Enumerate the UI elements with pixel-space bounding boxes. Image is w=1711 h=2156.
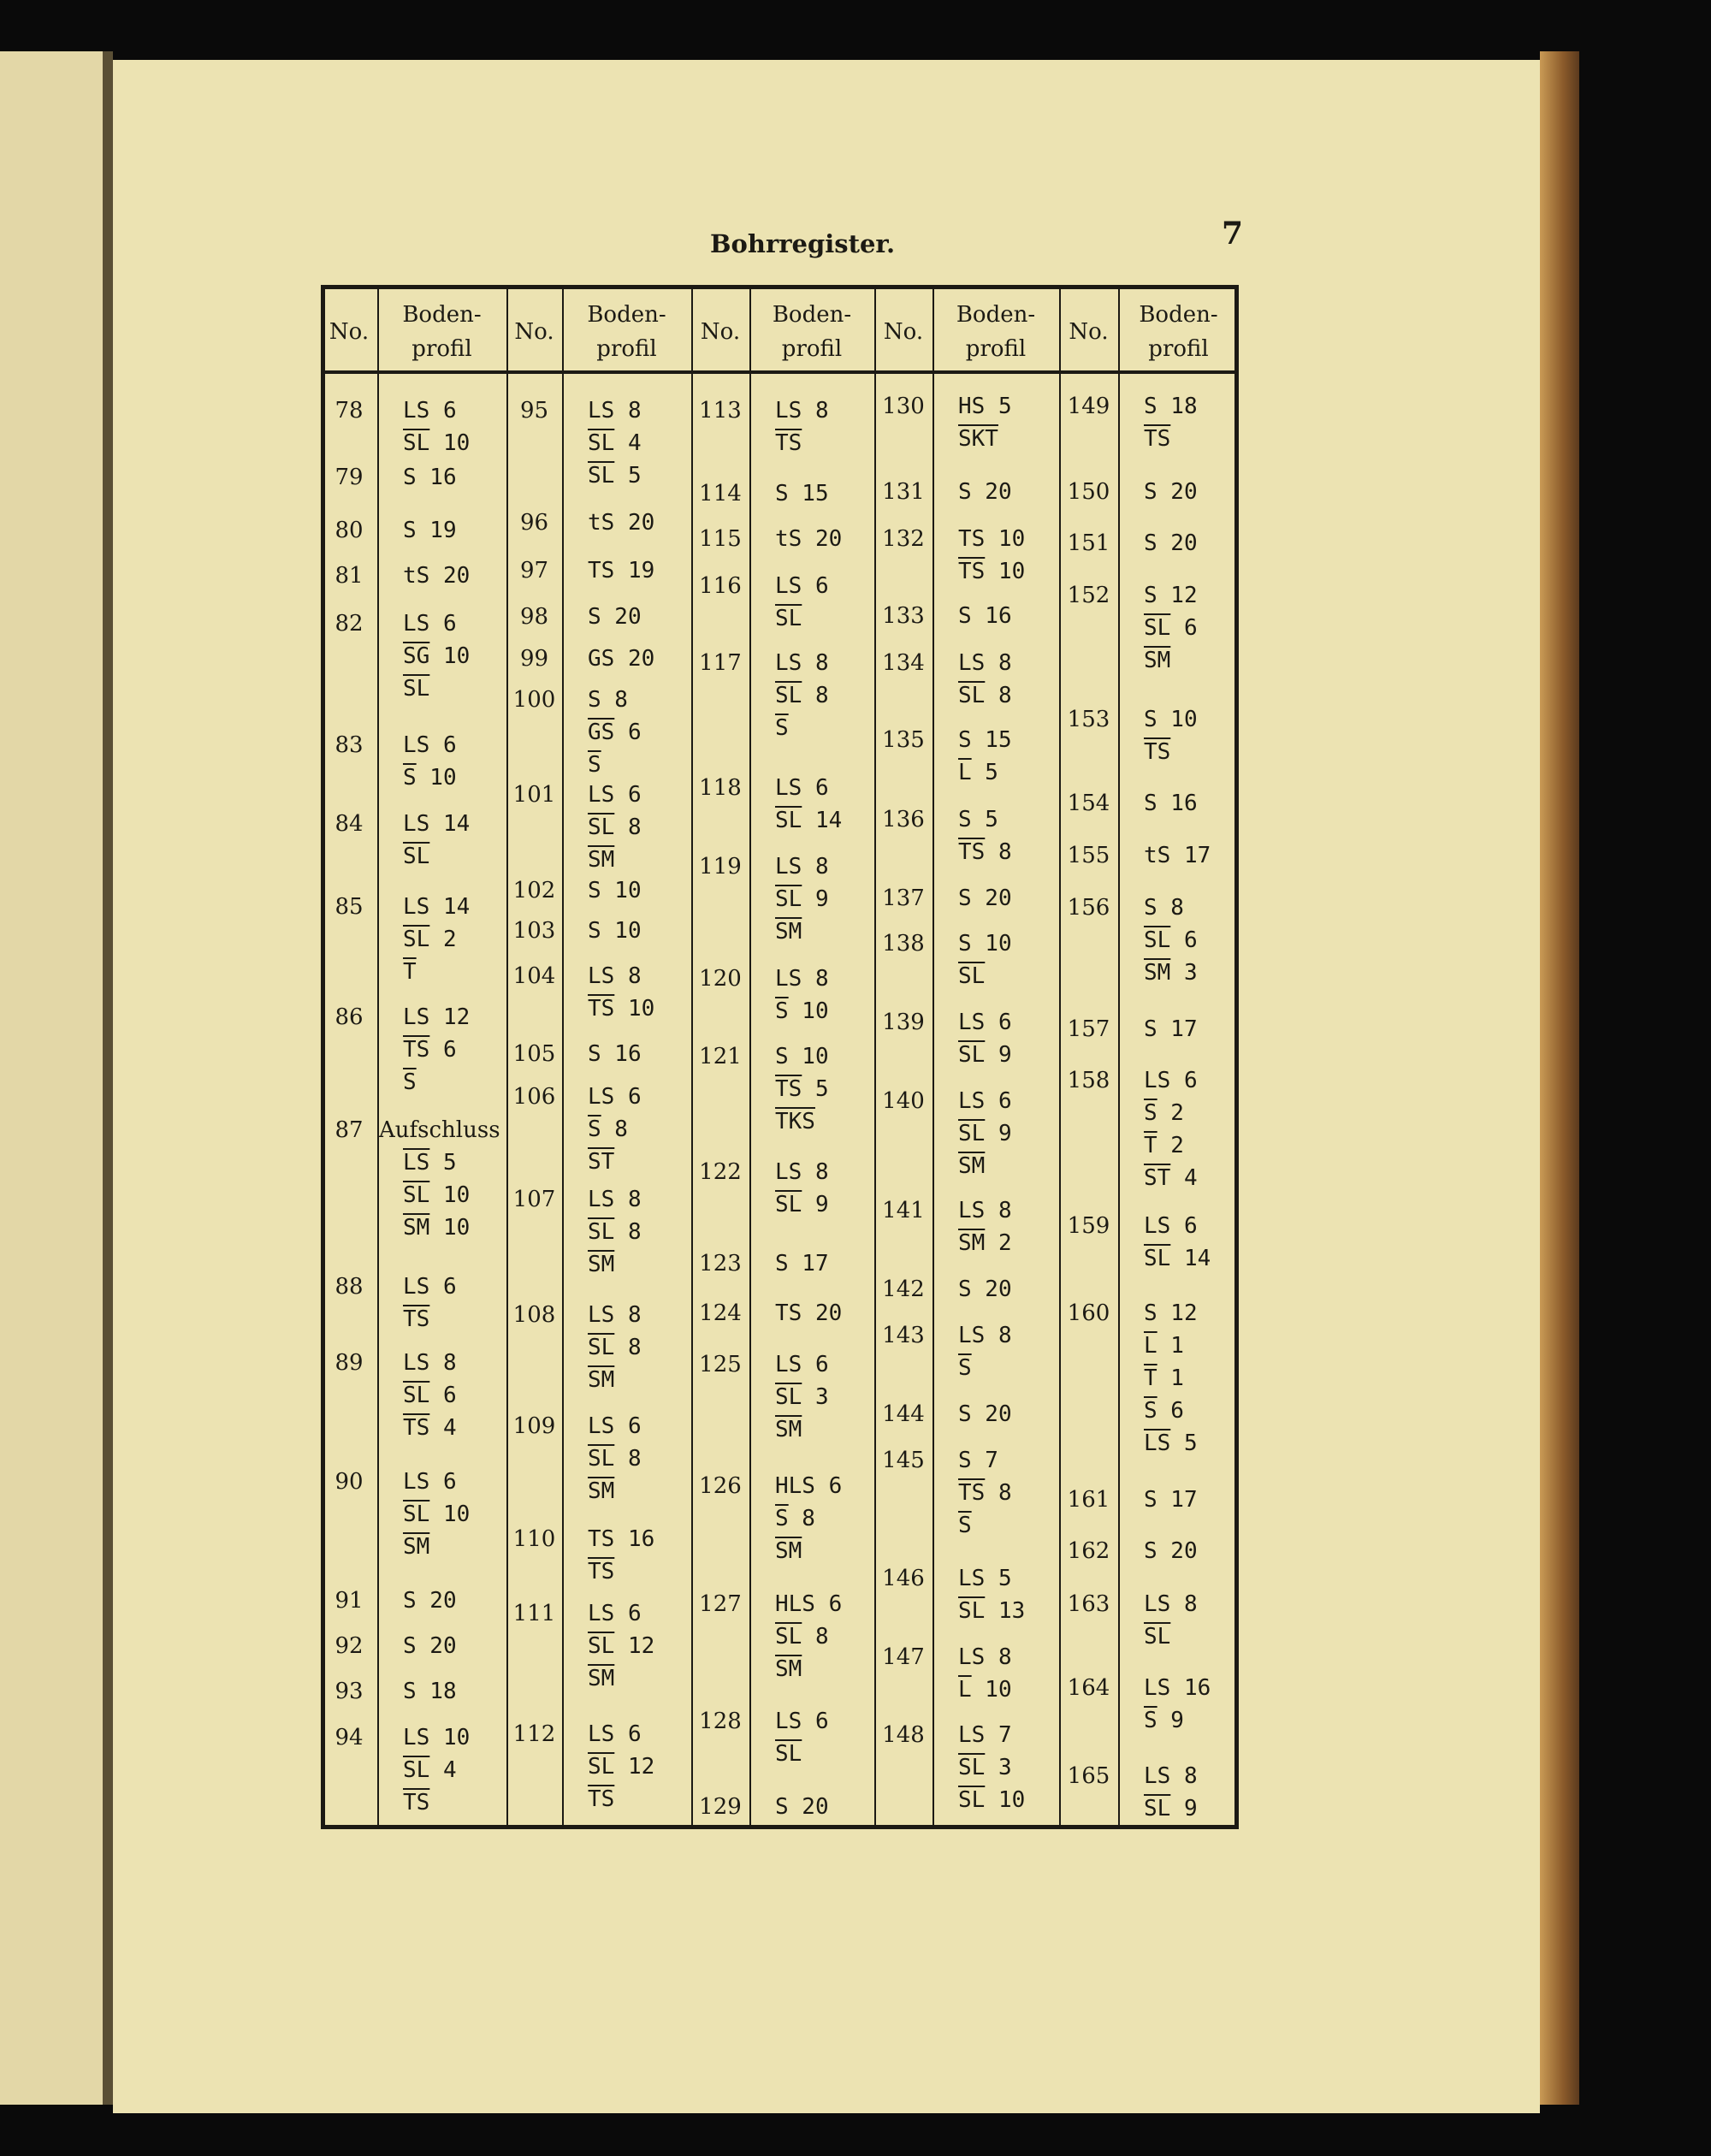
soil-profile-line: $\overline{SL}$ 8: [588, 1219, 642, 1245]
soil-profile-line: $\overline{SL}$ 6: [1144, 927, 1198, 953]
soil-profile-line: $\overline{SL}$ 3: [775, 1384, 829, 1410]
soil-profile-line: S 16: [403, 465, 457, 490]
soil-profile-line: S 20: [588, 604, 642, 630]
boring-number: 162: [1067, 1538, 1110, 1564]
soil-profile-line: $\overline{SM}$: [775, 1538, 802, 1564]
soil-profile-line: S 20: [1144, 530, 1198, 556]
boring-number: 125: [699, 1352, 742, 1377]
soil-profile-line: $\overline{SL}$ 8: [588, 1446, 642, 1472]
soil-profile-line: LS 6: [1144, 1213, 1198, 1239]
soil-profile-line: $\overline{SL}$ 13: [958, 1598, 1026, 1624]
soil-profile-line: $\overline{SM}$: [588, 1367, 615, 1393]
boring-number: 101: [512, 782, 556, 808]
boring-number: 134: [882, 650, 925, 676]
soil-profile-line: S 10: [1144, 707, 1198, 732]
boring-number: 123: [699, 1251, 742, 1276]
boring-number: 131: [882, 479, 925, 505]
boring-number: 118: [699, 775, 742, 801]
boring-number: 95: [519, 398, 549, 424]
boring-number: 92: [335, 1633, 364, 1659]
soil-profile-line: $\overline{L}$ 1: [1144, 1333, 1184, 1359]
boring-number: 151: [1067, 530, 1110, 556]
facing-page-edge: [0, 51, 108, 2105]
soil-profile-line: $\overline{SL}$ 9: [1144, 1796, 1198, 1821]
boring-number: 136: [882, 807, 925, 832]
soil-profile-line: tS 17: [1144, 843, 1211, 868]
soil-profile-line: $\overline{S}$ 10: [403, 765, 457, 791]
soil-profile-line: GS 20: [588, 646, 655, 672]
boring-number: 78: [335, 398, 364, 424]
soil-profile-line: LS 14: [403, 811, 471, 837]
soil-profile-line: $\overline{T}$: [403, 959, 417, 985]
soil-profile-line: S 17: [1144, 1487, 1198, 1513]
soil-profile-line: S 16: [1144, 791, 1198, 816]
boring-number: 132: [882, 526, 925, 552]
soil-profile-line: LS 8: [958, 1323, 1012, 1348]
boring-number: 94: [335, 1725, 364, 1750]
boring-number: 116: [699, 573, 742, 599]
boring-number: 117: [699, 650, 742, 676]
header-bodenprofil: Boden- profil: [772, 302, 852, 362]
soil-profile-line: $\overline{SM}$: [958, 1153, 986, 1179]
column-divider: [874, 285, 876, 1829]
boring-number: 153: [1067, 707, 1110, 732]
soil-profile-line: S 19: [403, 518, 457, 543]
boring-number: 83: [335, 732, 364, 758]
soil-profile-line: $\overline{S}$ 2: [1144, 1100, 1184, 1126]
boring-number: 80: [335, 518, 364, 543]
soil-profile-line: LS 8: [588, 1302, 642, 1328]
header-bodenprofil: Boden- profil: [402, 302, 482, 362]
soil-profile-line: $\overline{TS}$ 10: [588, 996, 655, 1022]
boring-number: 100: [512, 687, 556, 713]
soil-profile-line: $\overline{S}$: [403, 1069, 417, 1095]
soil-profile-line: tS 20: [588, 510, 655, 536]
boring-number: 82: [335, 611, 364, 637]
boring-number: 163: [1067, 1591, 1110, 1617]
soil-profile-line: S 8: [588, 687, 628, 713]
soil-profile-line: $\overline{TS}$ 8: [958, 839, 1012, 865]
header-no: No.: [883, 319, 924, 345]
soil-profile-line: LS 6: [958, 1010, 1012, 1035]
boring-number: 89: [335, 1350, 364, 1376]
soil-profile-line: $\overline{SM}$ 10: [403, 1215, 471, 1241]
soil-profile-line: $\overline{SM}$: [775, 919, 802, 945]
soil-profile-line: LS 6: [403, 1274, 457, 1300]
boring-number: 140: [882, 1088, 925, 1114]
soil-profile-line: $\overline{TS}$: [775, 430, 802, 456]
column-divider: [932, 285, 934, 1829]
page-stack-edge: [1540, 51, 1579, 2105]
soil-profile-line: LS 8: [958, 1644, 1012, 1670]
boring-number: 102: [512, 878, 556, 903]
soil-profile-line: S 16: [958, 603, 1012, 629]
boring-number: 165: [1067, 1763, 1110, 1789]
boring-number: 87: [335, 1117, 364, 1143]
soil-profile-line: tS 20: [775, 526, 843, 552]
soil-profile-line: $\overline{SL}$ 5: [588, 463, 642, 489]
soil-profile-line: $\overline{S}$: [588, 752, 601, 778]
soil-profile-line: LS 8: [403, 1350, 457, 1376]
boring-number: 90: [335, 1469, 364, 1495]
boring-number: 149: [1067, 394, 1110, 419]
header-no: No.: [514, 319, 554, 345]
boring-number: 114: [699, 481, 742, 506]
boring-number: 164: [1067, 1675, 1110, 1701]
soil-profile-line: $\overline{SL}$ 4: [588, 430, 642, 456]
boring-number: 154: [1067, 791, 1110, 816]
boring-number: 137: [882, 886, 925, 911]
header-bodenprofil: Boden- profil: [587, 302, 666, 362]
header-bodenprofil: Boden- profil: [956, 302, 1036, 362]
soil-profile-line: $\overline{TS}$: [588, 1559, 615, 1584]
soil-profile-line: $\overline{GS}$ 6: [588, 720, 642, 745]
soil-profile-line: $\overline{SM}$: [403, 1534, 430, 1560]
boring-number: 148: [882, 1722, 925, 1748]
soil-profile-line: $\overline{TS}$ 5: [775, 1076, 829, 1102]
soil-profile-line: S 7: [958, 1448, 998, 1473]
soil-profile-line: $\overline{TS}$ 10: [958, 559, 1026, 584]
soil-profile-line: $\overline{SL}$: [403, 676, 430, 702]
boring-number: 139: [882, 1010, 925, 1035]
boring-number: 84: [335, 811, 364, 837]
boring-number: 120: [699, 966, 742, 992]
boring-number: 159: [1067, 1213, 1110, 1239]
boring-number: 106: [512, 1084, 556, 1110]
boring-number: 96: [519, 510, 549, 536]
soil-profile-line: $\overline{SL}$ 8: [588, 1335, 642, 1360]
soil-profile-line: $\overline{ST}$: [588, 1149, 615, 1175]
soil-profile-line: $\overline{SL}$ 10: [958, 1787, 1026, 1813]
soil-profile-line: Aufschluss: [379, 1117, 500, 1143]
soil-profile-line: $\overline{S}$ 8: [588, 1116, 628, 1142]
soil-profile-line: $\overline{SM}$: [588, 1478, 615, 1504]
boring-number: 103: [512, 918, 556, 944]
soil-profile-line: S 12: [1144, 583, 1198, 608]
soil-profile-line: S 20: [775, 1794, 829, 1820]
header-no: No.: [329, 319, 370, 345]
soil-profile-line: S 5: [958, 807, 998, 832]
soil-profile-line: $\overline{TS}$: [403, 1306, 430, 1332]
soil-profile-line: S 20: [958, 886, 1012, 911]
soil-profile-line: LS 6: [403, 1469, 457, 1495]
boring-number: 146: [882, 1566, 925, 1591]
header-bodenprofil: Boden- profil: [1139, 302, 1218, 362]
soil-profile-line: S 18: [403, 1679, 457, 1704]
soil-profile-line: LS 8: [775, 1159, 829, 1185]
boring-number: 145: [882, 1448, 925, 1473]
soil-profile-line: $\overline{L}$ 5: [958, 760, 998, 785]
boring-number: 93: [335, 1679, 364, 1704]
boring-number: 79: [335, 465, 364, 490]
boring-number: 99: [519, 646, 549, 672]
soil-profile-line: $\overline{SKT}$: [958, 426, 998, 452]
soil-profile-line: $\overline{SL}$ 8: [588, 814, 642, 840]
soil-profile-line: $\overline{SL}$ 12: [588, 1754, 655, 1780]
soil-profile-line: S 10: [775, 1044, 829, 1069]
soil-profile-line: $\overline{TS}$: [1144, 426, 1171, 452]
soil-profile-line: LS 8: [775, 966, 829, 992]
soil-profile-line: $\overline{LS}$ 5: [403, 1150, 457, 1176]
soil-profile-line: LS 6: [1144, 1068, 1198, 1093]
boring-number: 97: [519, 558, 549, 583]
boring-number: 110: [512, 1526, 556, 1552]
soil-profile-line: $\overline{T}$ 2: [1144, 1133, 1184, 1158]
boring-number: 135: [882, 727, 925, 753]
soil-profile-line: LS 8: [588, 963, 642, 989]
soil-profile-line: $\overline{TS}$ 4: [403, 1415, 457, 1441]
boring-number: 105: [512, 1041, 556, 1067]
boring-number: 107: [512, 1187, 556, 1212]
header-no: No.: [700, 319, 741, 345]
soil-profile-line: $\overline{SL}$ 9: [958, 1121, 1012, 1146]
boring-number: 111: [512, 1601, 556, 1626]
boring-number: 109: [512, 1413, 556, 1439]
soil-profile-line: $\overline{SL}$ 9: [958, 1042, 1012, 1068]
boring-number: 119: [699, 854, 742, 880]
soil-profile-line: $\overline{S}$ 6: [1144, 1398, 1184, 1424]
soil-profile-line: S 20: [958, 479, 1012, 505]
soil-profile-line: LS 6: [403, 398, 457, 424]
soil-profile-line: S 17: [1144, 1016, 1198, 1042]
soil-profile-line: $\overline{SL}$: [775, 1741, 802, 1767]
soil-profile-line: LS 8: [588, 398, 642, 424]
soil-profile-line: S 15: [775, 481, 829, 506]
soil-profile-line: $\overline{TS}$: [588, 1786, 615, 1812]
soil-profile-line: S 17: [775, 1251, 829, 1276]
soil-profile-line: $\overline{SM}$: [588, 1666, 615, 1691]
boring-number: 142: [882, 1276, 925, 1302]
boring-number: 157: [1067, 1016, 1110, 1042]
soil-profile-line: LS 6: [775, 1352, 829, 1377]
soil-profile-line: LS 8: [588, 1187, 642, 1212]
boring-number: 143: [882, 1323, 925, 1348]
soil-profile-line: $\overline{S}$: [958, 1355, 972, 1381]
soil-profile-line: S 20: [958, 1401, 1012, 1427]
boring-number: 141: [882, 1198, 925, 1223]
soil-profile-line: $\overline{SL}$ 12: [588, 1633, 655, 1659]
soil-profile-line: LS 6: [958, 1088, 1012, 1114]
boring-number: 88: [335, 1274, 364, 1300]
soil-profile-line: S 20: [958, 1276, 1012, 1302]
soil-profile-line: $\overline{SM}$: [588, 1252, 615, 1277]
boring-number: 113: [699, 398, 742, 424]
soil-profile-line: TS 10: [958, 526, 1026, 552]
header-no: No.: [1069, 319, 1109, 345]
soil-profile-line: $\overline{SM}$ 3: [1144, 960, 1198, 986]
soil-profile-line: LS 6: [403, 611, 457, 637]
soil-profile-line: $\overline{TS}$ 8: [958, 1480, 1012, 1506]
soil-profile-line: LS 6: [775, 573, 829, 599]
boring-number: 152: [1067, 583, 1110, 608]
soil-profile-line: $\overline{S}$ 10: [775, 998, 829, 1024]
soil-profile-line: $\overline{SM}$: [775, 1656, 802, 1682]
soil-profile-line: LS 14: [403, 894, 471, 920]
boring-number: 160: [1067, 1300, 1110, 1326]
soil-profile-line: $\overline{SM}$: [1144, 648, 1171, 673]
boring-number: 128: [699, 1709, 742, 1734]
soil-profile-line: $\overline{SL}$ 8: [958, 683, 1012, 708]
boring-number: 104: [512, 963, 556, 989]
soil-profile-line: HS 5: [958, 394, 1012, 419]
soil-profile-line: $\overline{S}$ 8: [775, 1506, 815, 1531]
boring-number: 144: [882, 1401, 925, 1427]
soil-profile-line: LS 8: [958, 1198, 1012, 1223]
boring-number: 161: [1067, 1487, 1110, 1513]
soil-profile-line: $\overline{SL}$ 3: [958, 1755, 1012, 1780]
boring-number: 112: [512, 1721, 556, 1747]
soil-profile-line: S 10: [588, 918, 642, 944]
boring-number: 155: [1067, 843, 1110, 868]
soil-profile-line: $\overline{SL}$ 8: [775, 683, 829, 708]
soil-profile-line: $\overline{T}$ 1: [1144, 1365, 1184, 1391]
soil-profile-line: $\overline{TKS}$: [775, 1109, 815, 1134]
soil-profile-line: LS 8: [958, 650, 1012, 676]
soil-profile-line: TS 19: [588, 558, 655, 583]
soil-profile-line: TS 20: [775, 1300, 843, 1326]
soil-profile-line: $\overline{SM}$: [588, 847, 615, 873]
soil-profile-line: S 8: [1144, 895, 1184, 921]
soil-profile-line: $\overline{SL}$: [1144, 1624, 1171, 1650]
page-number: 7: [1222, 216, 1244, 252]
soil-profile-line: $\overline{SM}$ 2: [958, 1230, 1012, 1256]
soil-profile-line: $\overline{SL}$ 6: [1144, 615, 1198, 641]
soil-profile-line: $\overline{SL}$ 14: [1144, 1246, 1211, 1271]
soil-profile-line: S 10: [588, 878, 642, 903]
soil-profile-line: S 20: [1144, 479, 1198, 505]
soil-profile-line: $\overline{SL}$ 6: [403, 1383, 457, 1408]
soil-profile-line: HLS 6: [775, 1473, 843, 1499]
soil-profile-line: $\overline{L}$ 10: [958, 1677, 1012, 1703]
soil-profile-line: $\overline{TS}$: [1144, 739, 1171, 765]
soil-profile-line: $\overline{S}$: [775, 715, 789, 741]
soil-profile-line: $\overline{TS}$: [403, 1790, 430, 1815]
soil-profile-line: $\overline{SL}$ 10: [403, 1182, 471, 1208]
soil-profile-line: $\overline{SL}$ 10: [403, 1502, 471, 1527]
boring-number: 91: [335, 1588, 364, 1614]
boring-number: 156: [1067, 895, 1110, 921]
soil-profile-line: S 10: [958, 931, 1012, 957]
soil-profile-line: $\overline{SL}$ 2: [403, 927, 457, 952]
header-rule: [321, 370, 1239, 374]
running-title: Bohrregister.: [710, 229, 896, 258]
boring-number: 129: [699, 1794, 742, 1820]
soil-profile-line: LS 6: [588, 1601, 642, 1626]
boring-number: 127: [699, 1591, 742, 1617]
soil-profile-line: S 12: [1144, 1300, 1198, 1326]
soil-profile-line: $\overline{SL}$: [775, 606, 802, 631]
soil-profile-line: $\overline{LS}$ 5: [1144, 1430, 1198, 1456]
boring-number: 133: [882, 603, 925, 629]
soil-profile-line: $\overline{SL}$ 9: [775, 886, 829, 912]
soil-profile-line: S 20: [403, 1633, 457, 1659]
boring-number: 81: [335, 563, 364, 589]
soil-profile-line: LS 8: [1144, 1591, 1198, 1617]
boring-number: 124: [699, 1300, 742, 1326]
soil-profile-line: LS 6: [588, 1084, 642, 1110]
boring-number: 122: [699, 1159, 742, 1185]
soil-profile-line: $\overline{S}$ 9: [1144, 1708, 1184, 1733]
soil-profile-line: LS 6: [775, 775, 829, 801]
soil-profile-line: $\overline{SL}$ 4: [403, 1757, 457, 1783]
soil-profile-line: $\overline{TS}$ 6: [403, 1037, 457, 1063]
soil-profile-line: LS 5: [958, 1566, 1012, 1591]
boring-number: 150: [1067, 479, 1110, 505]
boring-number: 130: [882, 394, 925, 419]
soil-profile-line: $\overline{SM}$: [775, 1417, 802, 1442]
soil-profile-line: LS 6: [588, 782, 642, 808]
soil-profile-line: $\overline{SL}$ 14: [775, 808, 843, 833]
soil-profile-line: LS 16: [1144, 1675, 1211, 1701]
soil-profile-line: LS 8: [775, 398, 829, 424]
soil-profile-line: LS 8: [1144, 1763, 1198, 1789]
soil-profile-line: $\overline{S}$: [958, 1513, 972, 1538]
soil-profile-line: tS 20: [403, 563, 471, 589]
boring-number: 138: [882, 931, 925, 957]
boring-number: 86: [335, 1004, 364, 1030]
soil-profile-line: LS 6: [588, 1721, 642, 1747]
soil-profile-line: LS 6: [775, 1709, 829, 1734]
boring-number: 126: [699, 1473, 742, 1499]
soil-profile-line: $\overline{SL}$ 10: [403, 430, 471, 456]
soil-profile-line: $\overline{SL}$: [403, 844, 430, 869]
soil-profile-line: LS 10: [403, 1725, 471, 1750]
book-gutter: [103, 51, 113, 2105]
boring-number: 115: [699, 526, 742, 552]
boring-number: 108: [512, 1302, 556, 1328]
soil-profile-line: S 15: [958, 727, 1012, 753]
soil-profile-line: LS 12: [403, 1004, 471, 1030]
soil-profile-line: LS 6: [403, 732, 457, 758]
soil-profile-line: $\overline{SL}$ 9: [775, 1192, 829, 1217]
soil-profile-line: HLS 6: [775, 1591, 843, 1617]
boring-number: 121: [699, 1044, 742, 1069]
soil-profile-line: LS 8: [775, 854, 829, 880]
soil-profile-line: TS 16: [588, 1526, 655, 1552]
soil-profile-line: S 16: [588, 1041, 642, 1067]
soil-profile-line: LS 7: [958, 1722, 1012, 1748]
soil-profile-line: $\overline{SG}$ 10: [403, 643, 471, 669]
soil-profile-line: S 18: [1144, 394, 1198, 419]
soil-profile-line: $\overline{SL}$: [958, 963, 986, 989]
boring-number: 147: [882, 1644, 925, 1670]
soil-profile-line: LS 6: [588, 1413, 642, 1439]
soil-profile-line: S 20: [1144, 1538, 1198, 1564]
soil-profile-line: $\overline{SL}$ 8: [775, 1624, 829, 1650]
boring-number: 98: [519, 604, 549, 630]
soil-profile-line: LS 8: [775, 650, 829, 676]
boring-number: 158: [1067, 1068, 1110, 1093]
soil-profile-line: S 20: [403, 1588, 457, 1614]
soil-profile-line: $\overline{ST}$ 4: [1144, 1165, 1198, 1191]
boring-number: 85: [335, 894, 364, 920]
